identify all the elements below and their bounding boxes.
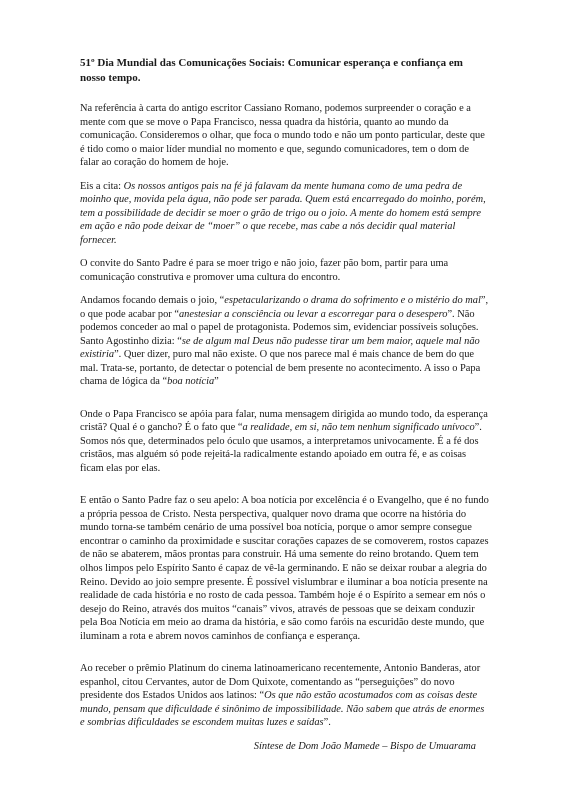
italic-run: Os que não estão acostumados com as coisas deste mundo, pensam que dificuldade é sinônimo de impossibilidade. Não sabem que atrás de enormes e sombrias dificuldades se escondem muitas luzes e saídas [80,690,485,729]
text-run: ” [214,376,219,388]
text-run: ”. Somos nós que, determinados pelo óculo que usamos, a interpretamos univocamente. É a fé dos cristãos, mas alguém só pode rejeitá-la radicalmente estando apoiado em outra fé, e as coisas ficam elas por elas. [80,422,482,474]
quote-lead: Eis a cita: [80,180,124,192]
paragraph-quote [80,180,490,248]
text-run: ”. Não podemos conceder ao mal o papel de protagonista. Podemos sim, evidenciar possíveis soluções. Santo Agostinho dizia: “ [80,308,479,347]
signature: Síntese de Dom João Mamede – Bispo de Umuarama [253,740,476,752]
text-run: Onde o Papa Francisco se apóia para falar, numa mensagem dirigida ao mundo todo, da esperança cristã? Qual é o gancho? É o fato que “ [80,408,488,434]
paragraph-banderas [80,662,490,730]
document-page [80,56,490,753]
paragraph-joio [80,294,490,389]
document-title: 51º Dia Mundial das Comunicações Sociais: Comunicar esperança e confiança em nosso tempo. [80,57,463,84]
text-run: Andamos focando demais o joio, “ [80,295,225,307]
paragraph-invitation: O convite do Santo Padre é para se moer trigo e não joio, fazer pão bom, partir para uma comunicação construtiva e promover uma cultura do encontro. [80,258,449,283]
italic-run: anestesiar a consciência ou levar a escorregar para o desespero [178,308,448,320]
italic-run: boa notícia [167,376,215,388]
italic-run: espetacularizando o drama do sofrimento e o mistério do mal [224,295,481,307]
quote-text: Os nossos antigos pais na fé já falavam da mente humana como de uma pedra de moinho que, movida pela água, não pode ser parada. Quem está encarregado do moinho, porém, tem a possibilidade de decidir se moer o grão de trigo ou o joio. A mente do homem está sempre em ação e não pode deixar de “moer” o que recebe, mas cabe a nós decidir qual material fornecer. [80,180,486,246]
paragraph-appeal: E então o Santo Padre faz o seu apelo: A boa notícia por excelência é o Evangelho, que é no fundo a própria pessoa de Cristo. Nesta perspectiva, qualquer novo drama que ocorre na história do mundo torna-se também cenário de uma possível boa notícia, porque o amor sempre consegue encontrar o caminho da proximidade e suscitar corações capazes de se comoverem, rostos capazes de não se abaterem, mãos prontas para construir. Há uma semente do reino brotando. Quem tem olhos limpos pelo Espírito Santo é capaz de vê-la germinando. E não se deixar roubar a alegria do Reino. Devido ao joio sempre presente. É possível vislumbrar e iluminar a boa notícia presente na realidade de cada história e no rosto de cada pessoa. Também hoje é o Espírito a semear em nós o desejo do Reino, através dos muitos “canais” vivos, através de pessoas que se deixam conduzir pela Boa Notícia em meio ao drama da história, e são como faróis na escuridão deste mundo, que iluminam a rota e abrem novos caminhos de confiança e esperança. [80,495,489,642]
italic-run: se de algum mal Deus não pudesse tirar um bem maior, aquele mal não existiria [80,335,480,361]
text-run: ”. Quer dizer, puro mal não existe. O que nos parece mal é mais chance de bem do que mal. Trata-se, portanto, de detectar o potencial de bem presente no acontecimento. A isso o Papa chama de lógica da “ [80,349,481,388]
text-run: ”, o que pode acabar por “ [80,295,489,320]
italic-run: a realidade, em si, não tem nenhum significado unívoco [242,422,475,434]
text-run: ”. [323,717,331,729]
paragraph-hope [80,408,490,476]
text-run: Ao receber o prêmio Platinum do cinema latinoamericano recentemente, Antonio Banderas, ator espanhol, citou Cervantes, autor de Dom Quixote, comentando as “perseguições” do novo presidente dos Estados Unidos aos latinos: “ [80,663,481,702]
paragraph-intro: Na referência à carta do antigo escritor Cassiano Romano, podemos surpreender o coração e a mente com que se move o Papa Francisco, nessa quadra da história, quanto ao mundo da comunicação. Consideremos o olhar, que foca o mundo todo e não um ponto particular, deste que é tido como o maior líder mundial no momento e que, segundo comunicadores, tem o dom de falar ao coração do homem de hoje. [80,103,485,169]
